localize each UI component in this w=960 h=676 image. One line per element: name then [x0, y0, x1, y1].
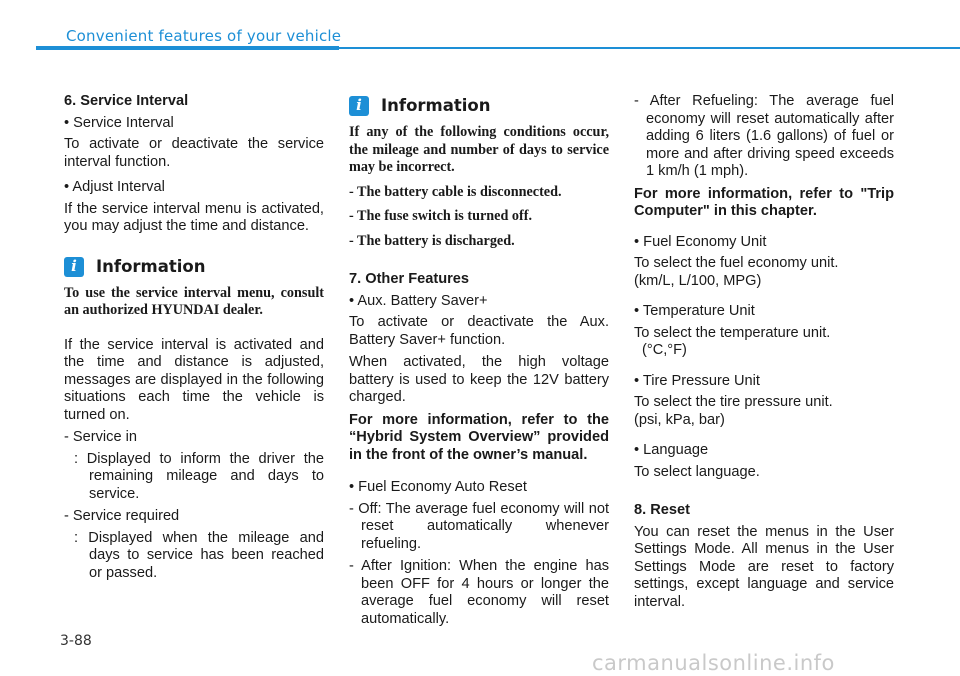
bullet-temp-unit: • Temperature Unit: [634, 303, 755, 319]
header-rule-thick: [36, 46, 339, 50]
fuel-unit-options: (km/L, L/100, MPG): [634, 272, 762, 289]
temp-unit-options: (°C,°F): [642, 342, 687, 358]
header-rule-thin: [339, 47, 960, 49]
service-interval-heading: 6. Service Interval: [64, 93, 189, 109]
bullet-language: • Language: [634, 442, 709, 458]
fuel-unit-text: To select the fuel economy unit.: [634, 255, 839, 271]
info-item: - The battery cable is disconnected.: [349, 183, 562, 200]
watermark: carmanualsonline.info: [592, 651, 835, 675]
info-title: Information: [381, 96, 491, 116]
bullet-service-interval: • Service Interval: [64, 114, 174, 131]
after-refueling-item: - After Refueling: The average fuel economy will reset automatically after adding 6 liters (1.6 gallons) of fuel or more and after driving speed exceeds 1 km/h (1 mph).: [634, 93, 894, 179]
reset-text: You can reset the menus in the User Settings Mode. All menus in the User Settings Mode are reset to factory settings, except language and service interval.: [634, 523, 894, 610]
info-title: Information: [96, 256, 206, 276]
after-ignition-item: - After Ignition: When the engine has been OFF for 4 hours or longer the average fuel economy will reset automatically.: [349, 558, 609, 627]
service-interval-text: To activate or deactivate the service interval function.: [64, 136, 324, 170]
other-features-heading: 7. Other Features: [349, 271, 470, 287]
service-in-desc: : Displayed to inform the driver the remaining mileage and days to service.: [74, 450, 324, 502]
info-text: If any of the following conditions occur, the mileage and number of days to service may be incorrect.: [349, 124, 609, 175]
page-header: [0, 0, 960, 52]
service-required-label: - Service required: [64, 508, 180, 524]
adjust-interval-text: If the service interval menu is activated, you may adjust the time and distance.: [64, 200, 324, 234]
info-header: [349, 96, 609, 116]
aux-text: To activate or deactivate the Aux. Battery Saver+ function.: [349, 314, 609, 348]
language-text: To select language.: [634, 463, 760, 480]
bullet-fuel-reset: • Fuel Economy Auto Reset: [349, 479, 527, 495]
page-number: 3-88: [60, 633, 92, 649]
bullet-adjust-interval: • Adjust Interval: [64, 179, 165, 195]
info-icon: i: [349, 96, 369, 116]
column-middle: [349, 96, 609, 633]
info-item: - The fuse switch is turned off.: [349, 208, 532, 224]
tire-unit-options: (psi, kPa, bar): [634, 411, 725, 428]
section-title: Convenient features of your vehicle: [66, 27, 342, 45]
info-header: [64, 257, 324, 277]
reset-heading: 8. Reset: [634, 502, 690, 518]
bullet-aux-battery: • Aux. Battery Saver+: [349, 292, 488, 309]
more-info-text: For more information, refer to the “Hybrid System Overview” provided in the front of the owner’s manual.: [349, 411, 609, 463]
service-required-desc: : Displayed when the mileage and days to service has been reached or passed.: [74, 529, 324, 581]
bullet-fuel-unit: • Fuel Economy Unit: [634, 233, 767, 250]
activated-text: If the service interval is activated and the time and distance is adjusted, messages are displayed in the following situations each time the vehicle is turned on.: [64, 336, 324, 423]
more-info-text: For more information, refer to "Trip Computer" in this chapter.: [634, 185, 894, 219]
info-item: - The battery is discharged.: [349, 232, 515, 249]
bullet-tire-unit: • Tire Pressure Unit: [634, 372, 760, 389]
info-text: To use the service interval menu, consult an authorized HYUNDAI dealer.: [64, 284, 324, 318]
temp-unit-text: To select the temperature unit.: [634, 324, 831, 341]
tire-unit-text: To select the tire pressure unit.: [634, 394, 833, 410]
service-in-label: - Service in: [64, 429, 137, 445]
aux-activated-text: When activated, the high voltage battery is used to keep the 12V battery charged.: [349, 354, 609, 405]
off-item: - Off: The average fuel economy will not reset automatically whenever refueling.: [349, 500, 609, 552]
column-left: [64, 93, 324, 587]
column-right: [634, 93, 894, 616]
info-icon: i: [64, 257, 84, 277]
